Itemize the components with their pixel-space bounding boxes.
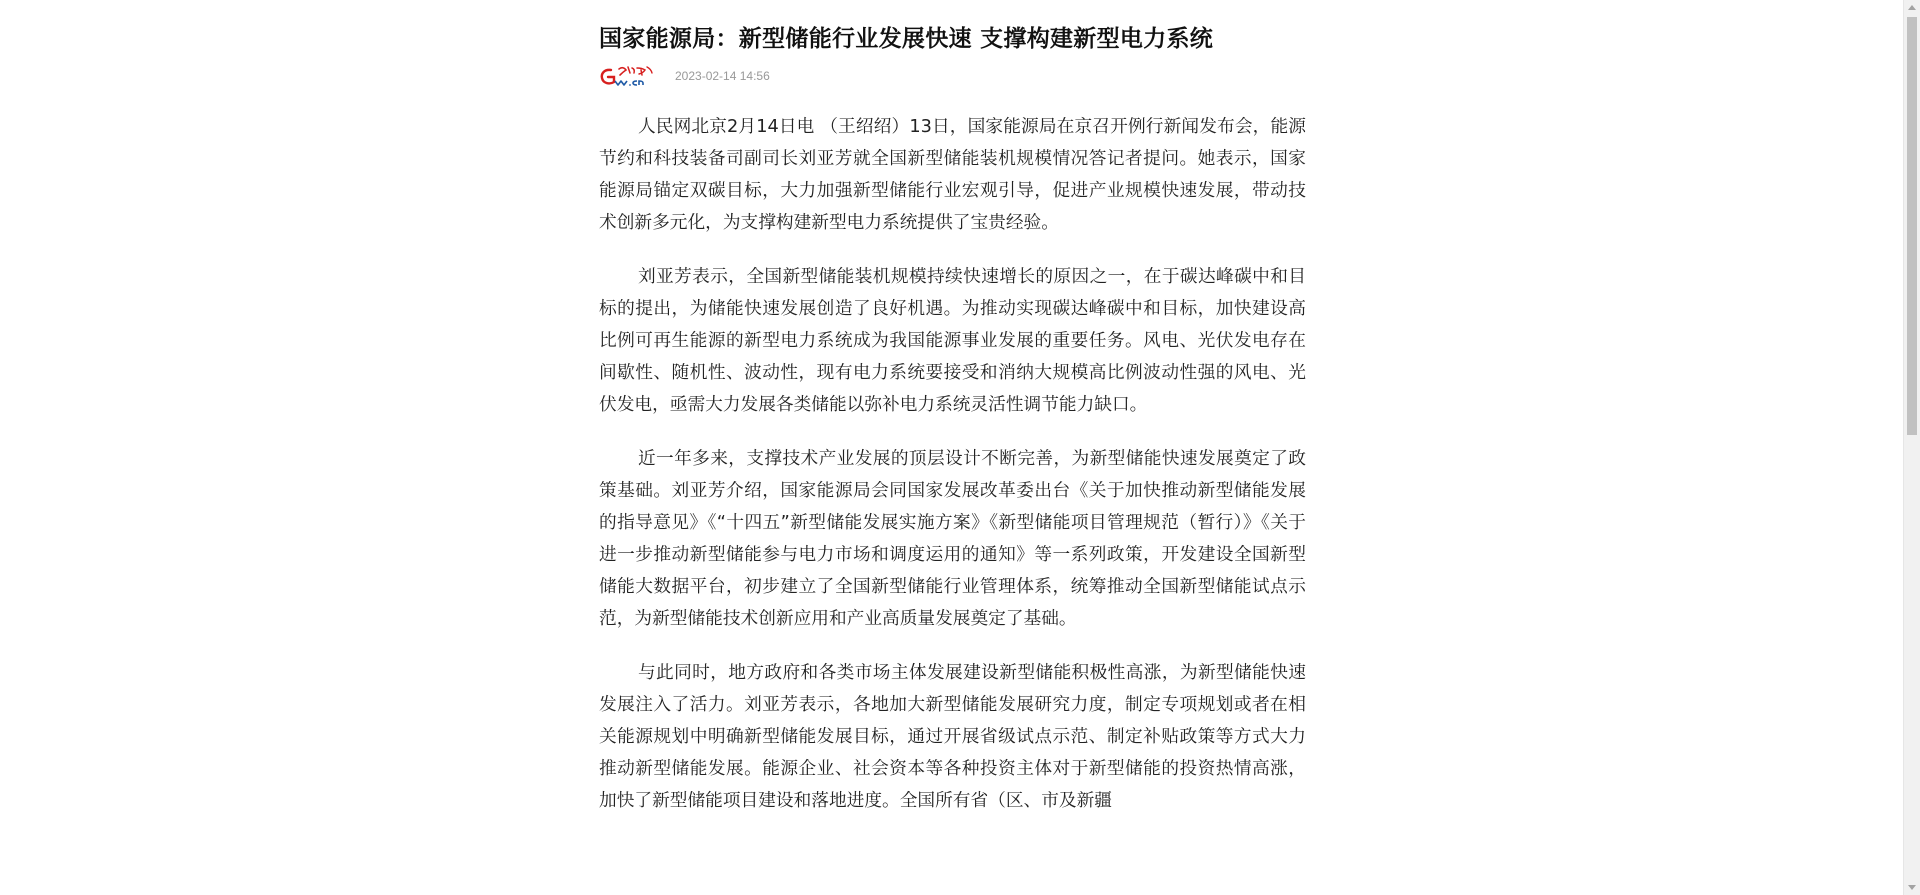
paragraph: 刘亚芳表示，全国新型储能装机规模持续快速增长的原因之一，在于碳达峰碳中和目标的提出，为储能快速发展创造了良好机遇。为推动实现碳达峰碳中和目标，加快建设高比例可再生能源的新型电力系统成为我国能源事业发展的重要任务。风电、光伏发电存在间歇性、随机性、波动性，现有电力系统要接受和消纳大规模高比例波动性强的风电、光伏发电，亟需大力发展各类储能以弥补电力系统灵活性调节能力缺口。 [599,267,1306,415]
article-title: 国家能源局：新型储能行业发展快速 支撑构建新型电力系统 [599,26,1214,52]
paragraph: 近一年多来，支撑技术产业发展的顶层设计不断完善，为新型储能快速发展奠定了政策基础。刘亚芳介绍，国家能源局会同国家发展改革委出台《关于加快推动新型储能发展的指导意见》《“十四五”新型储能发展实施方案》《新型储能项目管理规范（暂行）》《关于进一步推动新型储能参与电力市场和调度运用的通知》等一系列政策，开发建设全国新型储能大数据平台，初步建立了全国新型储能行业管理体系，统筹推动全国新型储能试点示范，为新型储能技术创新应用和产业高质量发展奠定了基础。 [599,449,1306,629]
scroll-up-arrow-icon[interactable] [1908,5,1916,10]
paragraph: 与此同时，地方政府和各类市场主体发展建设新型储能积极性高涨，为新型储能快速发展注入了活力。刘亚芳表示，各地加大新型储能发展研究力度，制定专项规划或者在相关能源规划中明确新型储能发展目标，通过开展省级试点示范、制定补贴政策等方式大力推动新型储能发展。能源企业、社会资本等各种投资主体对于新型储能的投资热情高涨，加快了新型储能项目建设和落地进度。全国所有省（区、市及新疆 [599,663,1306,811]
paragraph: 人民网北京2月14日电 （王绍绍）13日，国家能源局在京召开例行新闻发布会，能源节约和科技装备司副司长刘亚芳就全国新型储能装机规模情况答记者提问。她表示，国家能源局锚定双碳目标，大力加强新型储能行业宏观引导，促进产业规模快速发展，带动技术创新多元化，为支撑构建新型电力系统提供了宝贵经验。 [599,117,1306,233]
article-meta [599,63,1306,89]
scrollbar-thumb[interactable] [1907,17,1917,435]
gmw-logo-icon[interactable] [599,64,663,88]
article [599,22,1306,839]
vertical-scrollbar[interactable] [1903,0,1920,895]
article-body [599,111,1306,817]
scroll-down-arrow-icon[interactable] [1908,885,1916,890]
publish-date: 2023-02-14 14:56 [675,69,770,83]
